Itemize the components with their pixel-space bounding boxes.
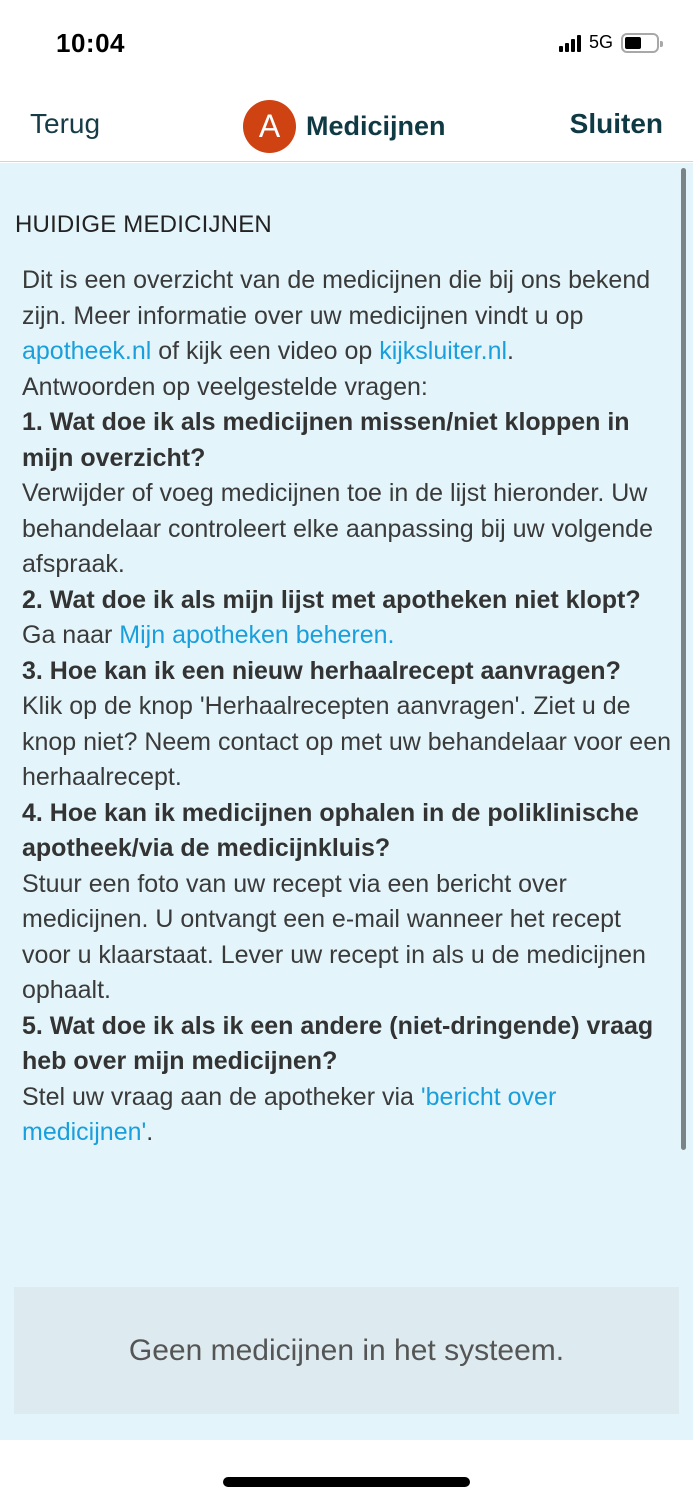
status-indicators [559, 32, 659, 53]
close-button[interactable]: Sluiten [569, 108, 663, 139]
message-about-medicines-link[interactable]: 'bericht over medicijnen' [22, 1082, 557, 1146]
faq-answer-4: Stuur een foto van uw recept via een bericht over medicijnen. U ontvangt een e-mail wanneer het recept voor u klaarstaat. Lever uw recept in als u de medicijnen ophaalt. [22, 869, 646, 1004]
nav-title-group [243, 100, 446, 153]
faq-answer-text: . [146, 1118, 154, 1146]
intro-paragraph [22, 263, 672, 370]
scrollbar[interactable] [681, 168, 686, 1150]
section-title: HUIDIGE MEDICIJNEN [15, 211, 272, 238]
faq-answer-text: Stel uw vraag aan de apotheker via [22, 1082, 421, 1111]
faq-question-4: 4. Hoe kan ik medicijnen ophalen in de poliklinische apotheek/via de medicijnkluis? [22, 798, 639, 862]
status-bar [0, 0, 693, 90]
faq-question-2: 2. Wat doe ik als mijn lijst met apotheken niet klopt? [22, 585, 641, 614]
network-type: 5G [588, 32, 613, 52]
medicines-content [0, 163, 693, 1440]
status-time: 10:04 [56, 28, 125, 58]
empty-state-text: Geen medicijnen in het systeem. [128, 1333, 565, 1367]
faq-answer-text: Ga naar [22, 621, 120, 649]
manage-pharmacies-link[interactable]: Mijn apotheken beheren. [119, 621, 395, 649]
page-title: Medicijnen [306, 111, 446, 141]
kijksluiter-link[interactable]: kijksluiter.nl [379, 337, 508, 365]
intro-text: . [507, 337, 514, 365]
apotheek-link[interactable]: apotheek.nl [22, 337, 152, 365]
intro-text: Dit is een overzicht van de medicijnen die bij ons bekend zijn. Meer informatie over uw medicijnen vindt u op [22, 266, 651, 330]
back-button[interactable]: Terug [30, 108, 101, 139]
faq-intro: Antwoorden op veelgestelde vragen: [22, 372, 428, 401]
empty-state-box [14, 1287, 679, 1414]
faq-question-3: 3. Hoe kan ik een nieuw herhaalrecept aanvragen? [22, 656, 621, 685]
navigation-bar [0, 90, 693, 162]
faq-question-5: 5. Wat doe ik als ik een andere (niet-dringende) vraag heb over mijn medicijnen? [22, 1011, 654, 1075]
info-text-block [22, 263, 672, 1151]
avatar: A [243, 100, 296, 153]
faq-answer-1: Verwijder of voeg medicijnen toe in de lijst hieronder. Uw behandelaar controleert elke aanpassing bij uw volgende afspraak. [22, 479, 653, 578]
intro-text: of kijk een video op [151, 337, 380, 365]
faq-answer-5 [22, 1080, 672, 1151]
battery-icon [621, 33, 659, 53]
faq-question-1: 1. Wat doe ik als medicijnen missen/niet kloppen in mijn overzicht? [22, 408, 630, 472]
faq-answer-3: Klik op de knop 'Herhaalrecepten aanvragen'. Ziet u de knop niet? Neem contact op met uw behandelaar voor een herhaalrecept. [22, 692, 672, 791]
home-indicator[interactable] [223, 1477, 470, 1487]
faq-answer-2 [22, 618, 672, 654]
signal-bars-icon [559, 34, 581, 52]
